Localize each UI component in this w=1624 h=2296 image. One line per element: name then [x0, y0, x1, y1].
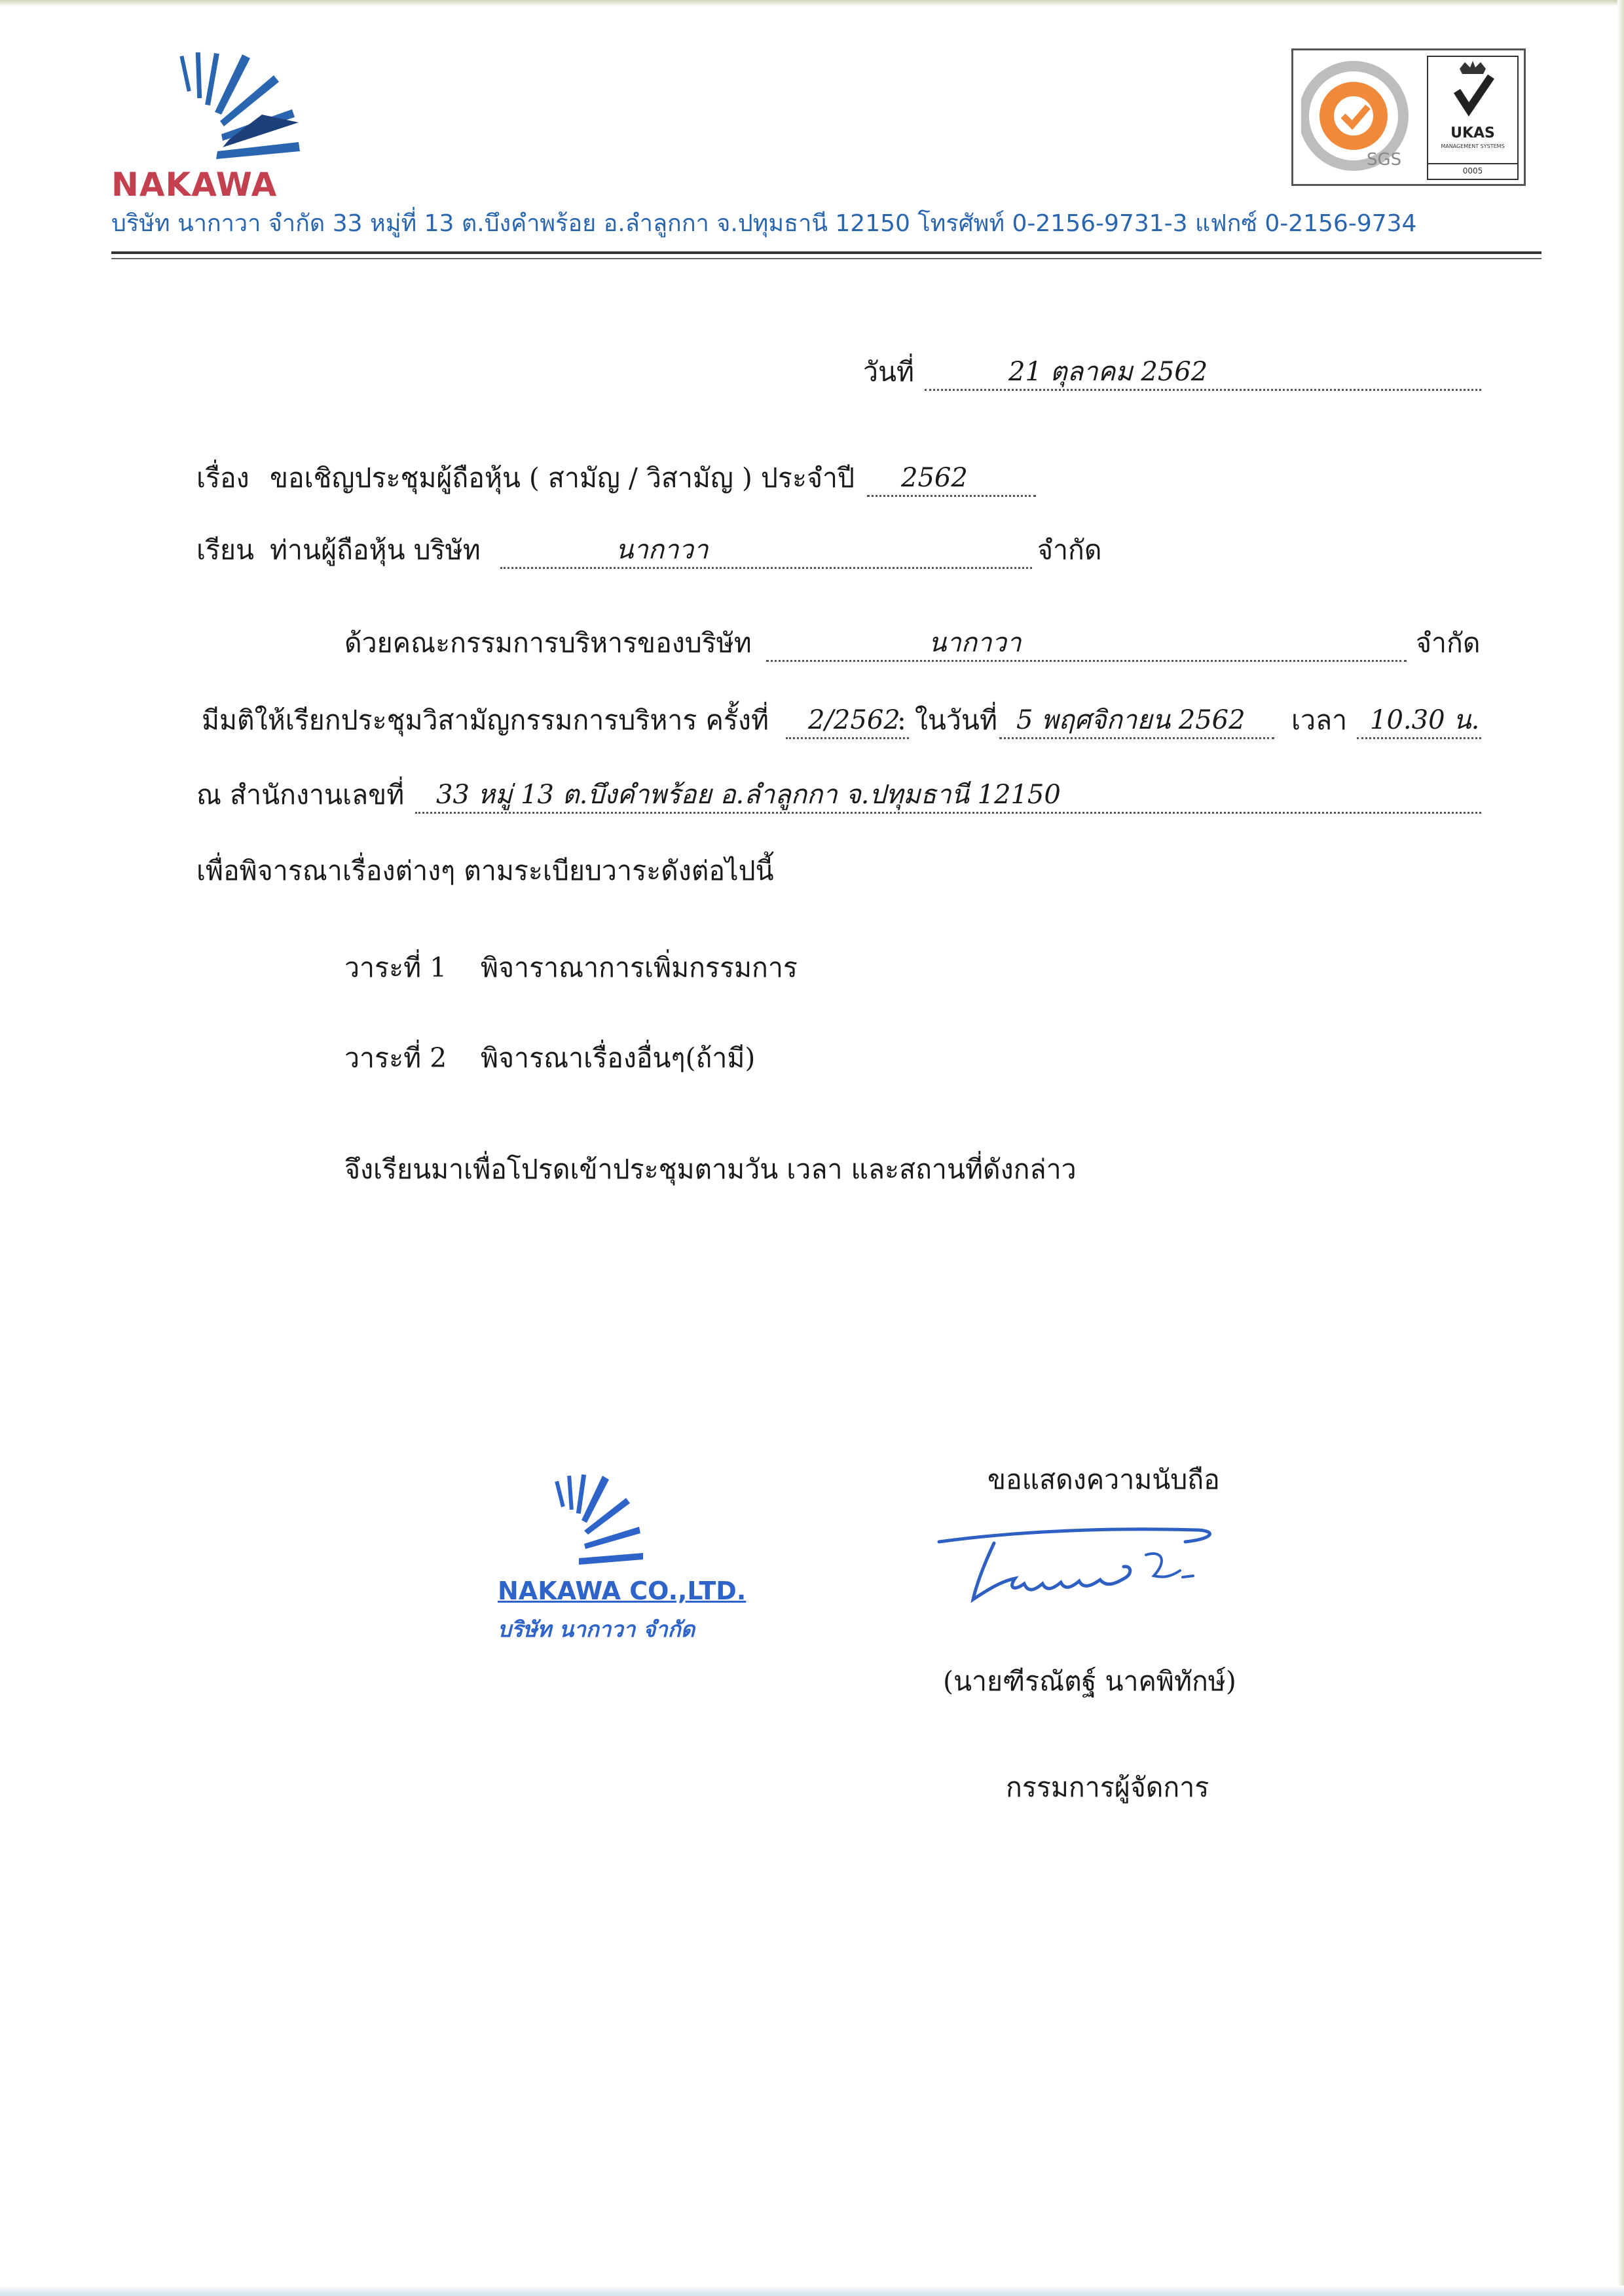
to-suffix: จำกัด: [1037, 534, 1102, 566]
company-address-line: บริษัท นากาวา จำกัด 33 หมู่ที่ 13 ต.บึงคำพร้อย อ.ลำลูกกา จ.ปทุมธานี 12150 โทรศัพท์ 0-2156-9731-3 แฟกซ์ 0-2156-9734: [111, 210, 1417, 237]
page-edge-top: [0, 0, 1624, 7]
handwritten-signature: [936, 1516, 1264, 1633]
certification-badges: [1291, 48, 1526, 186]
agenda-2-text: พิจารณาเรื่องอื่นๆ(ถ้ามี): [481, 1042, 756, 1074]
sgs-badge: [1301, 58, 1416, 176]
meeting-time: 10.30 น.: [1357, 707, 1481, 739]
closing-text: จึงเรียนมาเพื่อโปรดเข้าประชุมตามวัน เวลา และสถานที่ดังกล่าว: [344, 1154, 1077, 1185]
to-text: ท่านผู้ถือหุ้น บริษัท: [270, 534, 481, 566]
page-edge-bottom: [0, 2286, 1624, 2296]
header-rule: [111, 251, 1541, 254]
company-stamp: [498, 1467, 760, 1650]
meeting-date: 5 พฤศจิกายน 2562: [999, 707, 1274, 739]
para1-text: ด้วยคณะกรรมการบริหารของบริษัท: [344, 627, 752, 659]
stamp-english-name: NAKAWA CO.,LTD.: [498, 1576, 747, 1605]
ukas-badge: [1427, 56, 1519, 180]
ukas-crown-check-icon: [1428, 57, 1517, 122]
agenda-1-label: วาระที่ 1: [344, 952, 447, 983]
company-logo: [111, 49, 347, 204]
line4-text: เพื่อพิจารณาเรื่องต่างๆ ตามระเบียบวาระดังต่อไปนี้: [196, 855, 774, 886]
ukas-subtitle: MANAGEMENT SYSTEMS: [1441, 143, 1505, 149]
line2-separator: : ในวันที่: [897, 704, 997, 736]
signatory-title: กรรมการผู้จัดการ: [1006, 1772, 1209, 1803]
subject-year: 2562: [867, 465, 1036, 497]
signature-scribble: [936, 1516, 1264, 1633]
agenda-2-label: วาระที่ 2: [344, 1042, 447, 1074]
line2-text: มีมติให้เรียกประชุมวิสามัญกรรมการบริหาร ครั้งที่: [202, 704, 769, 736]
header-rule-thin: [111, 258, 1541, 259]
subject-text: ขอเชิญประชุมผู้ถือหุ้น ( สามัญ / วิสามัญ ) ประจำปี: [270, 462, 855, 494]
meeting-number: 2/2562: [786, 707, 909, 739]
stamp-logo-icon: [498, 1467, 668, 1578]
para1-suffix: จำกัด: [1416, 627, 1481, 659]
agenda-1-text: พิจาราณาการเพิ่มกรรมการ: [481, 952, 798, 983]
to-label: เรียน: [196, 534, 255, 566]
line3-text: ณ สำนักงานเลขที่: [196, 779, 405, 811]
page-edge-right: [1617, 0, 1624, 2296]
ukas-label: UKAS: [1450, 125, 1495, 141]
ukas-number: 0005: [1428, 163, 1517, 175]
sgs-label: SGS: [1367, 150, 1402, 170]
office-address: 33 หมู่ 13 ต.บึงคำพร้อย อ.ลำลูกกา จ.ปทุมธานี 12150: [415, 782, 1481, 814]
date-label: วันที่: [863, 356, 915, 388]
logo-rays-icon: [144, 49, 314, 164]
time-label: เวลา: [1291, 704, 1348, 736]
to-company: นากาวา: [500, 537, 1032, 569]
date-value: 21 ตุลาคม 2562: [925, 359, 1481, 391]
stamp-thai-name: บริษัท นากาวา จำกัด: [498, 1616, 695, 1642]
subject-label: เรื่อง: [196, 462, 249, 494]
logo-wordmark: NAKAWA: [111, 166, 278, 204]
para1-company: นากาวา: [766, 630, 1407, 662]
signatory-name: (นายฑีรณัตฐ์ นาคพิทักษ์): [943, 1666, 1236, 1697]
regards-text: ขอแสดงความนับถือ: [987, 1464, 1220, 1495]
